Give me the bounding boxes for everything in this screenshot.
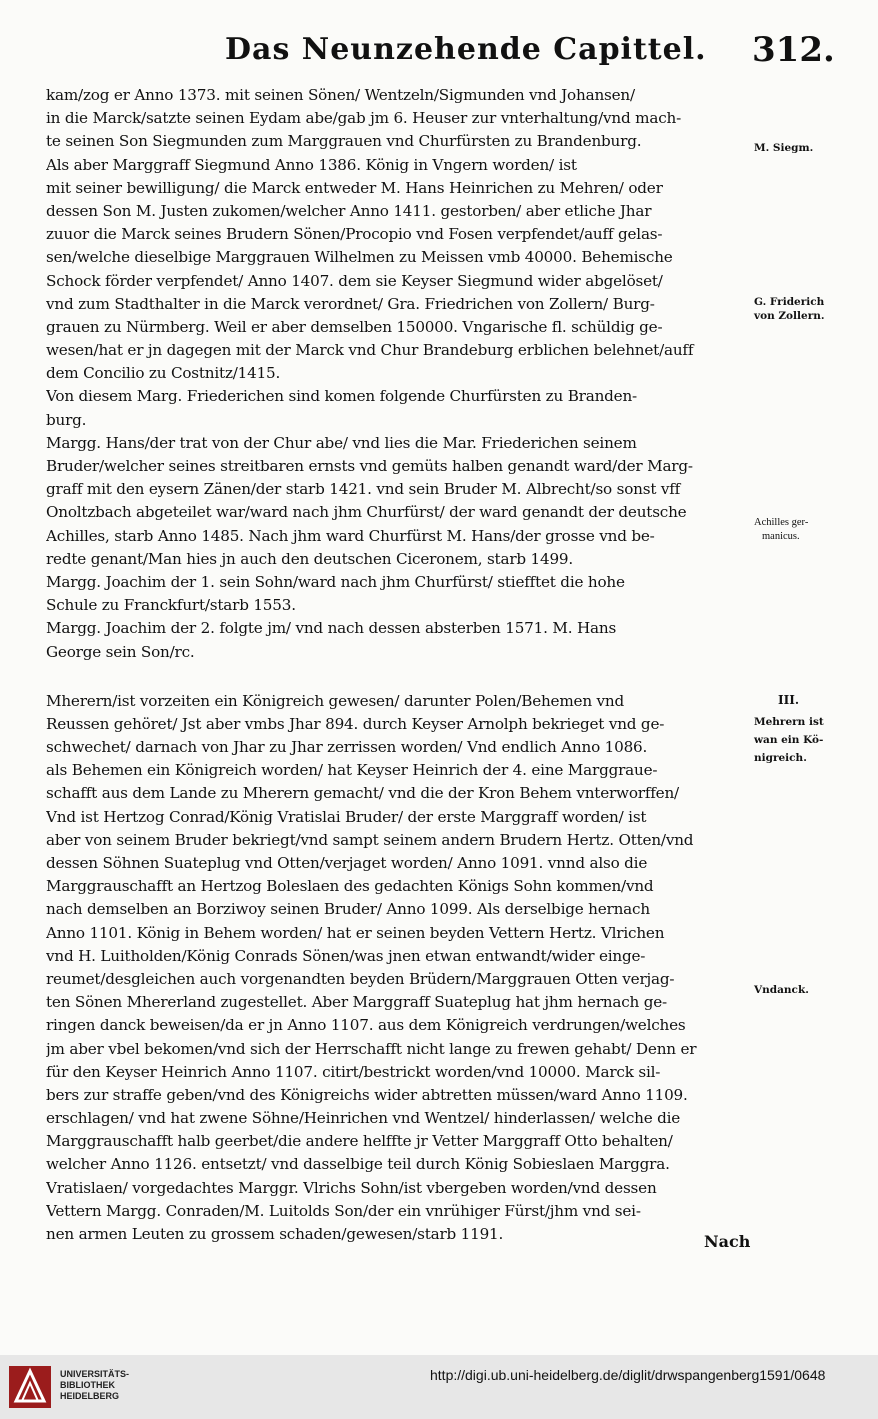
text-line: Reussen gehöret/ Jst aber vmbs Jhar 894. durch Keyser Arnolph bekrieget vnd ge- — [46, 714, 665, 733]
text-block-1 — [46, 84, 752, 664]
text-line: nen armen Leuten zu grossem schaden/gewesen/starb 1191. — [46, 1225, 504, 1243]
running-title: Das Neunzehende Capittel. — [225, 32, 707, 67]
text-line: bers zur straffe geben/vnd des Königreichs wider abtretten müssen/ward Anno 1109. — [46, 1085, 688, 1104]
text-block-2 — [46, 690, 752, 1247]
catchword: Nach — [704, 1232, 751, 1251]
text-line: dem Concilio zu Costnitz/1415. — [46, 364, 281, 383]
text-line: vnd zum Stadthalter in die Marck verordnet/ Gra. Friedrichen von Zollern/ Burg- — [46, 294, 655, 313]
permalink-url[interactable]: http://digi.ub.uni-heidelberg.de/diglit/drwspangenberg1591/0648 — [430, 1367, 826, 1383]
text-line: Onoltzbach abgeteilet war/ward nach jhm Churfürst/ der ward genandt der deutsche — [46, 503, 687, 522]
text-line: Margg. Joachim der 2. folgte jm/ vnd nach dessen absterben 1571. M. Hans — [46, 619, 617, 638]
text-line: redte genant/Man hies jn auch den deutschen Ciceronem, starb 1499. — [46, 549, 574, 568]
marginal-note-achilles-2: manicus. — [762, 531, 800, 542]
text-line: jm aber vbel bekomen/vnd sich der Herrschafft nicht lange zu frewen gehabt/ Denn er — [46, 1039, 697, 1058]
marginal-note-mehrern-3: nigreich. — [754, 752, 807, 764]
folio-number: 312. — [752, 30, 835, 70]
marginal-note-mehrern-2: wan ein Kö- — [754, 734, 824, 746]
text-line: Marggrauschafft halb geerbet/die andere helffte jr Vetter Marggraff Otto behalten/ — [46, 1132, 673, 1151]
text-line: wesen/hat er jn dagegen mit der Marck vnd Chur Brandeburg erblichen belehnet/auff — [46, 341, 694, 360]
text-line: aber von seinem Bruder bekriegt/vnd sampt seinem andern Brudern Hertz. Otten/vnd — [46, 830, 694, 849]
text-line: Margg. Joachim der 1. sein Sohn/ward nach jhm Churfürst/ stiefftet die hohe — [46, 572, 625, 591]
text-line: Anno 1101. König in Behem worden/ hat er seinen beyden Vettern Hertz. Vlrichen — [46, 923, 665, 942]
text-line: nach demselben an Borziwoy seinen Bruder/ Anno 1099. Als derselbige hernach — [46, 900, 650, 919]
viewer-footer — [0, 1355, 878, 1419]
text-line: Von diesem Marg. Friederichen sind komen folgende Churfürsten zu Branden- — [46, 387, 637, 406]
marginal-note-mehrern-1: Mehrern ist — [754, 716, 824, 728]
text-line: als Behemen ein Königreich worden/ hat Keyser Heinrich der 4. eine Marggraue- — [46, 761, 658, 780]
text-line: grauen zu Nürmberg. Weil er aber demselben 150000. Vngarische fl. schüldig ge- — [46, 317, 663, 336]
marginal-note-friderich-1: G. Friderich — [754, 296, 825, 308]
text-line: welcher Anno 1126. entsetzt/ vnd dasselbige teil durch König Sobieslaen Marggra. — [46, 1155, 670, 1174]
text-line: ten Sönen Mhererland zugestellet. Aber Marggraff Suateplug hat jhm hernach ge- — [46, 993, 667, 1012]
page-header — [0, 28, 878, 74]
text-line: Vettern Margg. Conraden/M. Luitolds Son/der ein vnrühiger Fürst/jhm vnd sei- — [46, 1201, 641, 1220]
text-line: ringen danck beweisen/da er jn Anno 1107. aus dem Königreich verdrungen/welches — [46, 1016, 686, 1035]
text-line: Margg. Hans/der trat von der Chur abe/ vnd lies die Mar. Friederichen seinem — [46, 433, 637, 452]
text-line: graff mit den eysern Zänen/der starb 1421. vnd sein Bruder M. Albrecht/so sonst vff — [46, 480, 681, 499]
text-line: te seinen Son Siegmunden zum Marggrauen vnd Churfürsten zu Brandenburg. — [46, 132, 642, 151]
text-line: zuuor die Marck seines Brudern Sönen/Procopio vnd Fosen verpfendet/auff gelas- — [46, 225, 663, 244]
text-line: dessen Son M. Justen zukomen/welcher Anno 1411. gestorben/ aber etliche Jhar — [46, 201, 652, 220]
text-line: für den Keyser Heinrich Anno 1107. citirt/bestrickt worden/vnd 10000. Marck sil- — [46, 1062, 661, 1081]
text-line: sen/welche dieselbige Marggrauen Wilhelmen zu Meissen vmb 40000. Behemische — [46, 248, 673, 267]
text-line: schafft aus dem Lande zu Mherern gemacht/ vnd die der Kron Behem vnterworffen/ — [46, 784, 679, 803]
marginal-note-roman-three: III. — [778, 693, 800, 707]
marginal-note-vndanck: Vndanck. — [754, 984, 809, 996]
text-line: Mherern/ist vorzeiten ein Königreich gewesen/ darunter Polen/Behemen vnd — [46, 691, 625, 710]
text-line: Schock förder verpfendet/ Anno 1407. dem sie Keyser Siegmund wider abgelöset/ — [46, 271, 663, 290]
section-gap — [46, 664, 752, 690]
text-line: vnd H. Luitholden/König Conrads Sönen/was jnen etwan entwandt/wider einge- — [46, 946, 646, 965]
marginal-note-friderich-2: von Zollern. — [754, 310, 825, 322]
text-line: reumet/desgleichen auch vorgenandten beyden Brüdern/Marggrauen Otten verjag- — [46, 969, 675, 988]
text-line: mit seiner bewilligung/ die Marck entweder M. Hans Heinrichen zu Mehren/ oder — [46, 178, 663, 197]
text-line: schwechet/ darnach von Jhar zu Jhar zerrissen worden/ Vnd endlich Anno 1086. — [46, 738, 648, 757]
text-line: dessen Söhnen Suateplug vnd Otten/verjaget worden/ Anno 1091. vnnd also die — [46, 854, 648, 872]
text-line: Schule zu Franckfurt/starb 1553. — [46, 596, 296, 615]
text-line: erschlagen/ vnd hat zwene Söhne/Heinrichen vnd Wentzel/ hinderlassen/ welche die — [46, 1109, 681, 1128]
text-line: Bruder/welcher seines streitbaren ernsts vnd gemüts halben genandt ward/der Marg- — [46, 457, 693, 475]
marginal-note-siegm: M. Siegm. — [754, 142, 814, 154]
text-line: George sein Son/rc. — [46, 642, 195, 661]
library-name: UNIVERSITÄTS- BIBLIOTHEK HEIDELBERG — [60, 1369, 130, 1401]
marginal-note-achilles-1: Achilles ger- — [754, 517, 809, 528]
text-line: Vnd ist Hertzog Conrad/König Vratislai Bruder/ der erste Marggraff worden/ ist — [46, 807, 647, 826]
university-seal-icon — [8, 1365, 52, 1409]
text-line: Marggrauschafft an Hertzog Boleslaen des gedachten Königs Sohn kommen/vnd — [46, 877, 654, 896]
text-line: kam/zog er Anno 1373. mit seinen Sönen/ Wentzeln/Sigmunden vnd Johansen/ — [46, 86, 635, 104]
text-line: in die Marck/satzte seinen Eydam abe/gab jm 6. Heuser zur vnterhaltung/vnd mach- — [46, 109, 682, 128]
text-line: Als aber Marggraff Siegmund Anno 1386. König in Vngern worden/ ist — [46, 155, 577, 174]
text-line: Achilles, starb Anno 1485. Nach jhm ward Churfürst M. Hans/der grosse vnd be- — [46, 526, 655, 545]
text-line: burg. — [46, 410, 87, 429]
text-line: Vratislaen/ vorgedachtes Marggr. Vlrichs Sohn/ist vbergeben worden/vnd dessen — [46, 1178, 657, 1197]
body-text — [46, 84, 752, 1246]
